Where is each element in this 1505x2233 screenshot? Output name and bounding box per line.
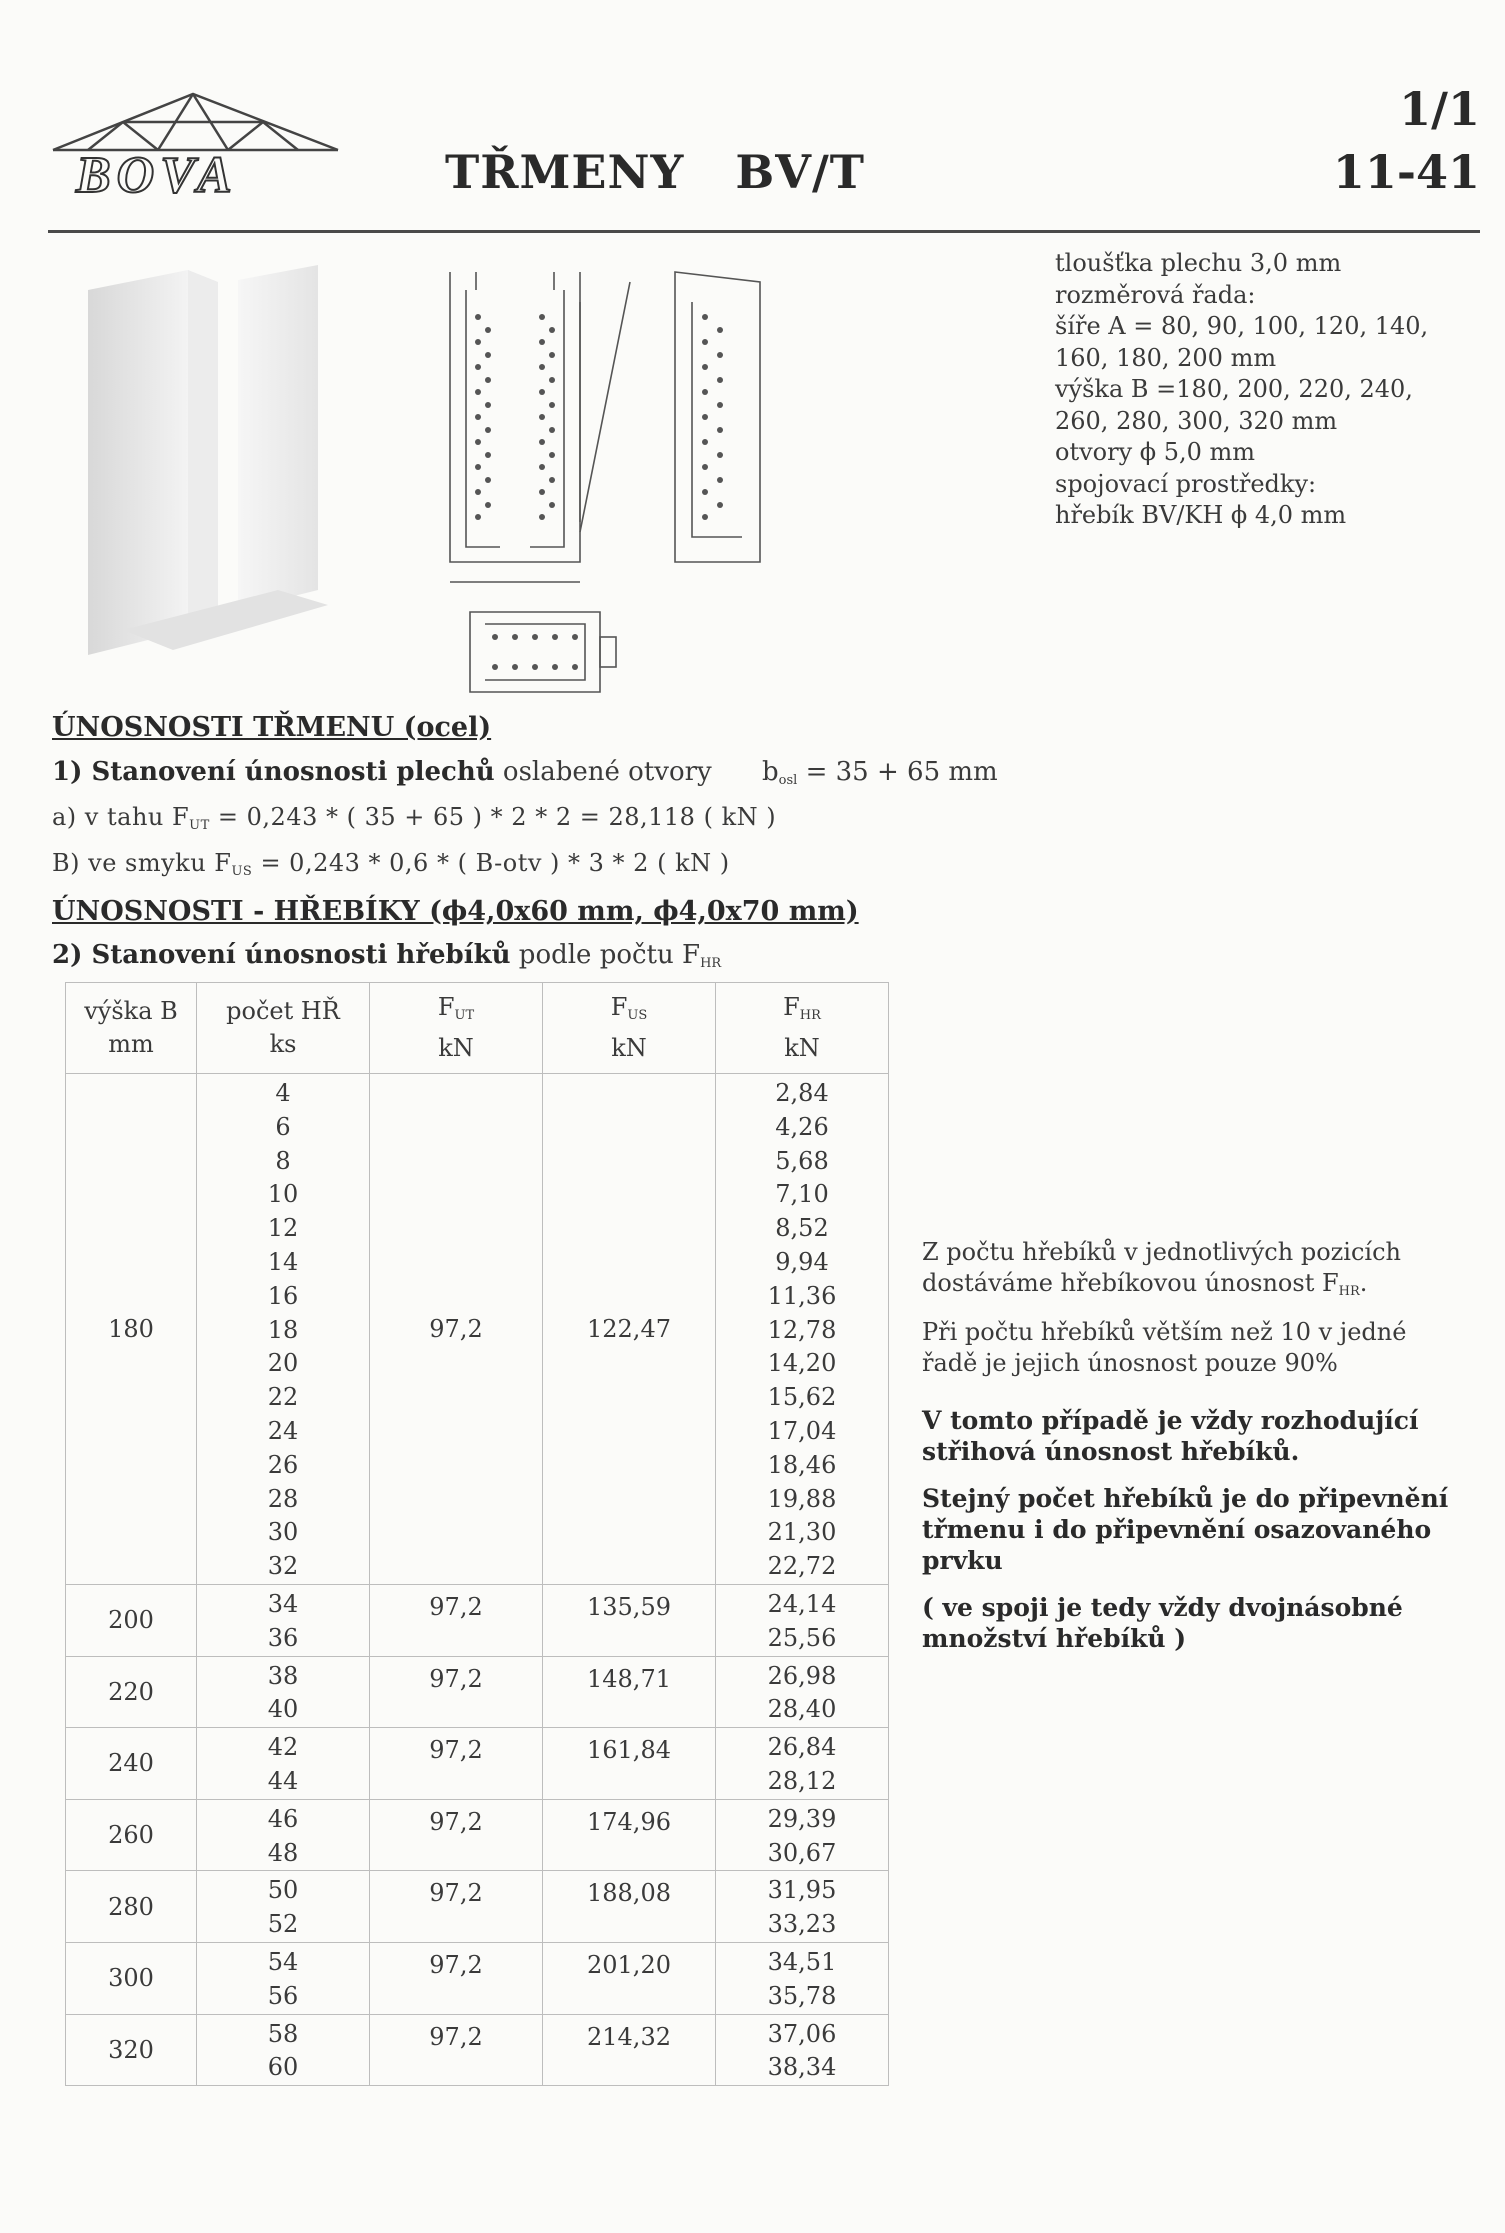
- nail-count-cell: 38 40: [197, 1656, 370, 1728]
- bova-logo: [48, 90, 348, 200]
- fus-cell: 122,47: [543, 1074, 716, 1585]
- product-photo: [78, 260, 340, 655]
- page-title: TŘMENY BV/T: [445, 145, 865, 199]
- fus-cell: 188,08: [543, 1871, 716, 1943]
- fhr-cell: 31,95 33,23: [716, 1871, 889, 1943]
- height-cell: 300: [66, 1942, 197, 2014]
- fut-cell: 97,2: [370, 1584, 543, 1656]
- height-cell: 220: [66, 1656, 197, 1728]
- step2-title: 2) Stanovení únosnosti hřebíků: [52, 940, 511, 970]
- height-cell: 260: [66, 1799, 197, 1871]
- table-row: [66, 1728, 889, 1800]
- spec-line: 160, 180, 200 mm: [1055, 343, 1277, 372]
- note-same-count: Stejný počet hřebíků je do připevnění třmenu i do připevnění osazovaného prvku: [922, 1484, 1449, 1575]
- column-header: výška B mm: [66, 983, 197, 1074]
- fhr-cell: 2,84 4,26 5,68 7,10 8,52 9,94 11,36 12,78 14,20 15,62 17,04 18,46 19,88 21,30 22,72: [716, 1074, 889, 1585]
- nail-count-cell: 50 52: [197, 1871, 370, 1943]
- section-heading-steel: ÚNOSNOSTI TŘMENU (ocel): [52, 712, 492, 743]
- spec-line: hřebík BV/KH ϕ 4,0 mm: [1055, 501, 1347, 529]
- fhr-cell: 34,51 35,78: [716, 1942, 889, 2014]
- fhr-cell: 26,84 28,12: [716, 1728, 889, 1800]
- fut-cell: 97,2: [370, 1728, 543, 1800]
- nail-count-cell: 4 6 8 10 12 14 16 18 20 22 24 26 28 30 32: [197, 1074, 370, 1585]
- column-header: počet HŘ ks: [197, 983, 370, 1074]
- note-hr-capacity: Z počtu hřebíků v jednotlivých pozicích dostáváme hřebíkovou únosnost $F_{HR}$.: [922, 1238, 1401, 1299]
- step2-subtitle: podle počtu $F_{HR}$: [510, 940, 722, 971]
- fut-cell: 97,2: [370, 1074, 543, 1585]
- spec-line: spojovací prostředky:: [1055, 469, 1317, 498]
- fhr-cell: 29,39 30,67: [716, 1799, 889, 1871]
- fhr-cell: 37,06 38,34: [716, 2014, 889, 2086]
- table-row: [66, 1871, 889, 1943]
- note-double: ( ve spoji je tedy vždy dvojnásobné množství hřebíků ): [922, 1593, 1403, 1653]
- header-divider: [48, 230, 1480, 233]
- specifications: [1055, 248, 1428, 532]
- column-header: $F_{UT}$ kN: [370, 983, 543, 1074]
- height-cell: 240: [66, 1728, 197, 1800]
- fut-cell: 97,2: [370, 1656, 543, 1728]
- formula-shear: B) ve smyku $F_{US} = 0,243 * 0,6$ * ( B-otv ) * 3 * 2 ( kN ): [52, 849, 730, 879]
- table-row: [66, 1799, 889, 1871]
- notes: [922, 1237, 1452, 1664]
- step1-heading: [52, 757, 1052, 787]
- nail-count-cell: 54 56: [197, 1942, 370, 2014]
- fus-cell: 161,84: [543, 1728, 716, 1800]
- table-row: [66, 1942, 889, 2014]
- spec-line: výška B =180, 200, 220, 240,: [1055, 375, 1413, 403]
- fus-cell: 174,96: [543, 1799, 716, 1871]
- spec-line: 260, 280, 300, 320 mm: [1055, 406, 1338, 435]
- fhr-cell: 24,14 25,56: [716, 1584, 889, 1656]
- fus-cell: 148,71: [543, 1656, 716, 1728]
- document-code: 11-41: [1332, 145, 1480, 199]
- height-cell: 200: [66, 1584, 197, 1656]
- height-cell: 180: [66, 1074, 197, 1585]
- spec-line: rozměrová řada:: [1055, 280, 1256, 309]
- svg-text:BOVA: BOVA: [76, 147, 238, 200]
- table-row: [66, 1074, 889, 1585]
- b-osl-formula: $b_{osl} = 35 + 65$ mm: [762, 757, 998, 788]
- fhr-cell: 26,98 28,40: [716, 1656, 889, 1728]
- step1-title: 1) Stanovení únosnosti plechů: [52, 757, 495, 787]
- nail-count-cell: 46 48: [197, 1799, 370, 1871]
- spec-line: tloušťka plechu 3,0 mm: [1055, 249, 1342, 277]
- height-cell: 320: [66, 2014, 197, 2086]
- fut-cell: 97,2: [370, 1942, 543, 2014]
- page-number: 1/1: [1399, 82, 1480, 136]
- formula-tension: a) v tahu $F_{UT} = 0,243$ * ( 35 + 65 ) * 2 * 2 = 28,118 ( kN ): [52, 803, 777, 833]
- fus-cell: 201,20: [543, 1942, 716, 2014]
- nail-count-cell: 34 36: [197, 1584, 370, 1656]
- fut-cell: 97,2: [370, 1799, 543, 1871]
- note-reduction: Při počtu hřebíků větším než 10 v jedné řadě je jejich únosnost pouze 90%: [922, 1318, 1407, 1377]
- technical-drawings: [430, 262, 1010, 712]
- height-cell: 280: [66, 1871, 197, 1943]
- table-header-row: [66, 983, 889, 1074]
- nail-count-cell: 42 44: [197, 1728, 370, 1800]
- table-body: [66, 1074, 889, 2086]
- column-header: $F_{HR}$ kN: [716, 983, 889, 1074]
- section-heading-nails: ÚNOSNOSTI - HŘEBÍKY (ϕ4,0x60 mm, ϕ4,0x70 mm): [52, 896, 859, 927]
- table-row: [66, 1656, 889, 1728]
- fut-cell: 97,2: [370, 1871, 543, 1943]
- spec-line: otvory ϕ 5,0 mm: [1055, 438, 1256, 466]
- capacity-table: [65, 982, 889, 2086]
- table-row: [66, 1584, 889, 1656]
- column-header: $F_{US}$ kN: [543, 983, 716, 1074]
- spec-line: šíře A = 80, 90, 100, 120, 140,: [1055, 312, 1429, 340]
- fut-cell: 97,2: [370, 2014, 543, 2086]
- nail-count-cell: 58 60: [197, 2014, 370, 2086]
- table-row: [66, 2014, 889, 2086]
- step1-subtitle: oslabené otvory: [494, 757, 712, 787]
- fus-cell: 214,32: [543, 2014, 716, 2086]
- note-decisive: V tomto případě je vždy rozhodující střihová únosnost hřebíků.: [922, 1406, 1419, 1466]
- step2-heading: [52, 940, 721, 971]
- fus-cell: 135,59: [543, 1584, 716, 1656]
